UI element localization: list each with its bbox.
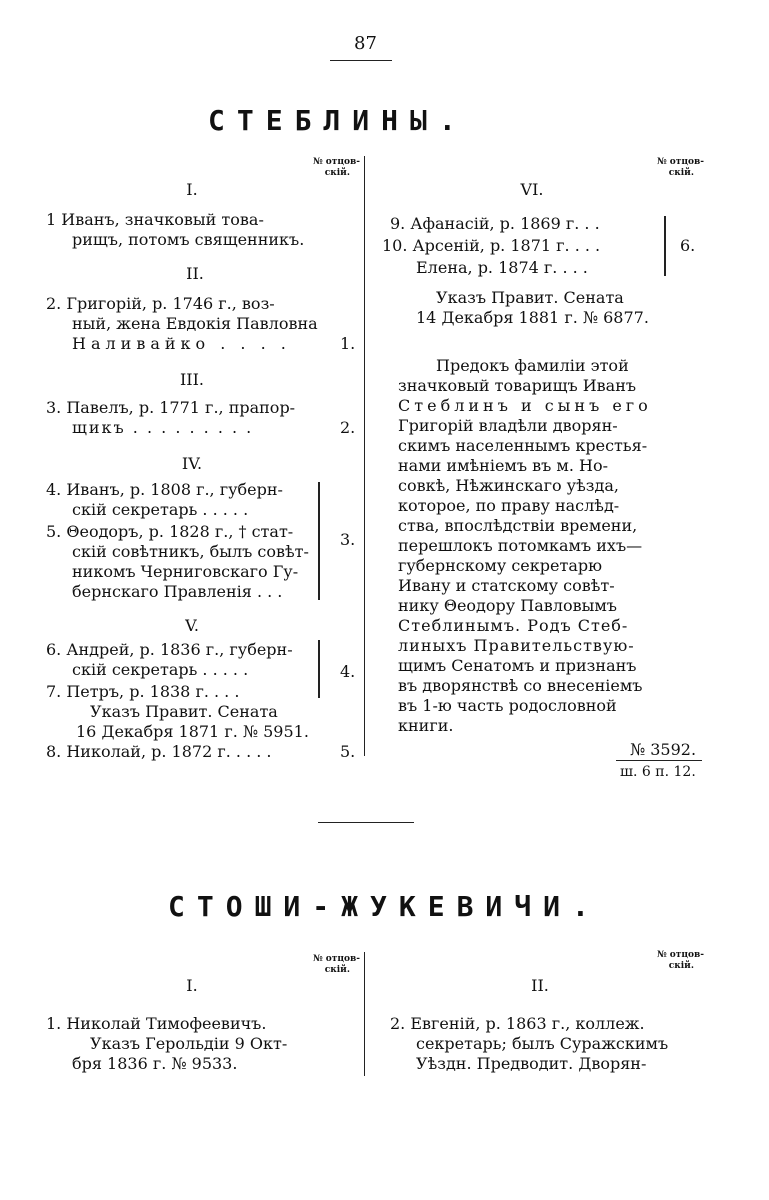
s1-entry5-line4: бернскаго Правленія . . . <box>72 582 283 601</box>
history-line: перешлокъ потомкамъ ихъ— <box>398 536 643 555</box>
history-line: Ивану и статскому совѣт- <box>398 576 615 595</box>
s1-decree-line2: 16 Декабря 1871 г. № 5951. <box>76 722 309 741</box>
s1-entry6-line2: скій секретарь . . . . . <box>72 660 249 679</box>
s2-entry1-line1: 1. Николай Тимофеевичъ. <box>46 1014 267 1033</box>
s1-brace-children <box>664 216 666 276</box>
s1-entry67-ref: 4. <box>340 662 356 681</box>
s1-left-col-header-2: скій. <box>324 168 350 178</box>
history-line: Григорій владѣли дворян- <box>398 416 618 435</box>
s1-roman-I: I. <box>186 180 198 199</box>
s1-entry6-line1: 6. Андрей, р. 1836 г., губерн- <box>46 640 293 659</box>
page-number: 87 <box>354 33 377 54</box>
s1-entry4-line2: скій секретарь . . . . . <box>72 500 249 519</box>
s1-entry2-line1: 2. Григорій, р. 1746 г., воз- <box>46 294 275 313</box>
s1-column-divider <box>364 156 365 756</box>
history-line: значковый товарищъ Иванъ <box>398 376 637 395</box>
s1-right-col-header-1: № отцов- <box>656 157 704 167</box>
history-line: щимъ Сенатомъ и признанъ <box>398 656 637 675</box>
s1-child9: 9. Афанасій, р. 1869 г. . . <box>390 214 600 233</box>
history-line: въ 1-ю часть родословной <box>398 696 617 715</box>
s1-decree-line1: Указъ Правит. Сената <box>90 702 278 721</box>
section1-title: СТЕБЛИНЫ. <box>208 104 468 137</box>
s1-entry5-line2: скій совѣтникъ, былъ совѣт- <box>72 542 309 561</box>
s1-entry2-line2: ный, жена Евдокія Павловна <box>72 314 318 333</box>
s2-left-col-header-1: № отцов- <box>312 954 360 964</box>
history-line: Предокъ фамиліи этой <box>436 356 629 375</box>
s2-roman-II: II. <box>531 976 549 995</box>
s2-entry1-line2: Указъ Герольдіи 9 Окт- <box>90 1034 288 1053</box>
s1-entry3-ref: 2. <box>340 418 356 437</box>
s2-column-divider <box>364 952 365 1076</box>
s1-right-col-header-2: скій. <box>668 168 694 178</box>
history-line: въ дворянствѣ со внесеніемъ <box>398 676 643 695</box>
history-line: скимъ населеннымъ крестья- <box>398 436 648 455</box>
s1-entry8-ref: 5. <box>340 742 356 761</box>
history-line: Стеблинъ и сынъ его <box>398 396 652 415</box>
s1-child-elena: Елена, р. 1874 г. . . . <box>416 258 588 277</box>
s1-right-decree-line2: 14 Декабря 1881 г. № 6877. <box>416 308 649 327</box>
s1-entry45-ref: 3. <box>340 530 356 549</box>
s1-roman-II: II. <box>186 264 204 283</box>
s1-file-rule <box>616 760 702 761</box>
history-line: совкѣ, Нѣжинскаго уѣзда, <box>398 476 619 495</box>
s2-right-col-header-1: № отцов- <box>656 950 704 960</box>
s1-roman-IV: IV. <box>181 454 203 473</box>
s1-file-number: № 3592. <box>630 740 697 759</box>
s2-roman-I: I. <box>186 976 198 995</box>
history-line: нами имѣніемъ въ м. Но- <box>398 456 608 475</box>
s1-roman-III: III. <box>179 370 205 389</box>
s1-entry3-line1: 3. Павелъ, р. 1771 г., прапор- <box>46 398 296 417</box>
history-line: ства, впослѣдствіи времени, <box>398 516 638 535</box>
history-line: линыхъ Правительствую- <box>398 636 635 655</box>
s1-brace-67 <box>318 640 320 698</box>
history-line: которое, по праву наслѣд- <box>398 496 620 515</box>
s1-roman-V: V. <box>185 616 199 635</box>
s1-entry5-line3: никомъ Черниговскаго Гу- <box>72 562 299 581</box>
s1-entry4-line1: 4. Иванъ, р. 1808 г., губерн- <box>46 480 283 499</box>
history-line: губернскому секретарю <box>398 556 603 575</box>
s1-child10: 10. Арсеній, р. 1871 г. . . . <box>382 236 601 255</box>
s1-entry2-line3: Наливайко . . . . <box>72 334 291 353</box>
s1-brace-45 <box>318 482 320 600</box>
history-line: нику Θеодору Павловымъ <box>398 596 617 615</box>
s1-entry1-line1: 1 Иванъ, значковый това- <box>46 210 264 229</box>
s2-entry2-line2: секретарь; былъ Суражскимъ <box>416 1034 669 1053</box>
s1-entry2-ref: 1. <box>340 334 356 353</box>
s1-entry1-line2: рищъ, потомъ священникъ. <box>72 230 305 249</box>
history-line: Стеблинымъ. Родъ Стеб- <box>398 616 629 635</box>
s1-children-ref: 6. <box>680 236 696 255</box>
s1-left-col-header-1: № отцов- <box>312 157 360 167</box>
s1-entry7-line1: 7. Петръ, р. 1838 г. . . . <box>46 682 240 701</box>
s1-right-decree-line1: Указъ Правит. Сената <box>436 288 624 307</box>
section2-title: СТОШИ-ЖУКЕВИЧИ. <box>168 890 601 923</box>
s2-left-col-header-2: скій. <box>324 965 350 975</box>
section-separator <box>318 822 414 823</box>
history-line: книги. <box>398 716 454 735</box>
s1-entry5-line1: 5. Θеодоръ, р. 1828 г., † стат- <box>46 522 294 541</box>
s2-entry2-line1: 2. Евгеній, р. 1863 г., коллеж. <box>390 1014 645 1033</box>
s1-entry8-line1: 8. Николай, р. 1872 г. . . . . <box>46 742 272 761</box>
s1-entry3-line2: щикъ . . . . . . . . . <box>72 418 254 437</box>
s2-entry1-line3: бря 1836 г. № 9533. <box>72 1054 238 1073</box>
s1-history-paragraph <box>398 356 698 736</box>
page-number-rule <box>330 60 392 61</box>
s1-roman-VI: VI. <box>520 180 544 199</box>
s2-entry2-line3: Уѣздн. Предводит. Дворян- <box>416 1054 647 1073</box>
s2-right-col-header-2: скій. <box>668 961 694 971</box>
s1-shelf-mark: ш. 6 п. 12. <box>620 764 696 780</box>
